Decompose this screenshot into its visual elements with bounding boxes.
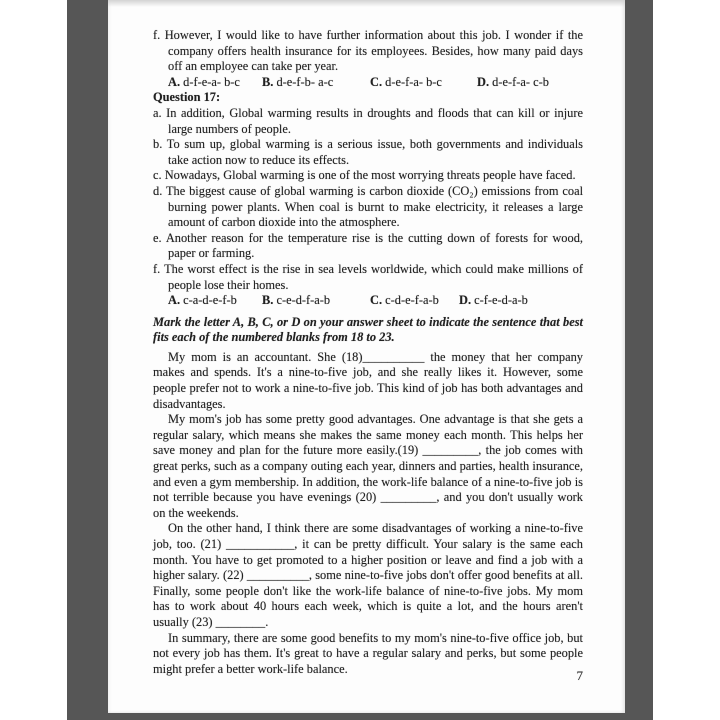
item-label: d. bbox=[153, 183, 163, 198]
item-text: In addition, Global warming results in droughts and floods that can kill or injure large numbers of people. bbox=[166, 105, 583, 136]
option-a bbox=[168, 293, 262, 309]
item-label: a. bbox=[153, 105, 162, 120]
question17-item-e bbox=[153, 231, 583, 262]
option-c-value: c-d-e-f-a-b bbox=[385, 293, 439, 308]
option-b-label: B. bbox=[262, 293, 274, 308]
question16-item-f bbox=[153, 28, 583, 75]
option-c-value: d-e-f-a- b-c bbox=[385, 74, 442, 89]
item-text: The biggest cause of global warming is carbon dioxide (CO₂) emissions from coal burning power plants. When coal is burnt to make electricity, it releases a large amount of carbon dioxide into the atmosphere. bbox=[165, 183, 584, 230]
option-c bbox=[370, 75, 477, 91]
question17-item-b bbox=[153, 137, 583, 168]
option-b-label: B. bbox=[262, 74, 274, 89]
page-number: 7 bbox=[576, 668, 583, 683]
option-d-label: D. bbox=[477, 74, 490, 89]
page-content bbox=[153, 28, 583, 677]
item-text: Another reason for the temperature rise is the cutting down of forests for wood, paper or farming. bbox=[165, 230, 583, 261]
option-a-label: A. bbox=[168, 293, 181, 308]
option-a-value: d-f-e-a- b-c bbox=[183, 74, 240, 89]
option-d bbox=[459, 293, 583, 309]
item-label: e. bbox=[153, 230, 162, 245]
option-b bbox=[262, 75, 370, 91]
background-left-bar bbox=[67, 0, 108, 720]
item-text: Nowadays, Global warming is one of the most worrying threats people have faced. bbox=[164, 168, 576, 183]
page-top-shadow bbox=[108, 0, 625, 7]
passage-paragraph-2: My mom's job has some pretty good advantages. One advantage is that she gets a regular salary, which means she makes the same money each month. This helps her save money and plan for the future more easily.(19) _________, the job comes with great perks, such as a company outing each year, dinners and parties, health insurance, and even a gym membership. In addition, the work-life balance of a nine-to-five job is not terrible because you have evenings (20) _________, and you don't usually work on the weekends. bbox=[153, 412, 583, 520]
background-right-bar bbox=[625, 0, 653, 720]
option-b-value: c-e-d-f-a-b bbox=[276, 293, 331, 308]
option-b-value: d-e-f-b- a-c bbox=[276, 74, 334, 89]
option-a-value: c-a-d-e-f-b bbox=[183, 293, 237, 308]
question17-item-c bbox=[153, 168, 583, 184]
item-text: The worst effect is the rise in sea levels worldwide, which could make millions of people lose their homes. bbox=[164, 261, 583, 292]
question17-item-f bbox=[153, 262, 583, 293]
item-text: However, I would like to have further information about this job. I wonder if the company offers health insurance for its employees. Besides, how many paid days off an employee can take per year. bbox=[164, 28, 583, 74]
option-c bbox=[370, 293, 459, 309]
option-b bbox=[262, 293, 370, 309]
question17-item-d bbox=[153, 184, 583, 231]
section-instruction: Mark the letter A, B, C, or D on your answer sheet to indicate the sentence that best fits each of the numbered blanks from 18 to 23. bbox=[153, 314, 583, 345]
question16-options-row bbox=[153, 75, 583, 91]
item-label: b. bbox=[153, 137, 163, 152]
option-c-label: C. bbox=[370, 74, 383, 89]
background-bottom-bar bbox=[67, 713, 653, 720]
item-label: c. bbox=[153, 168, 162, 183]
passage-paragraph-3: On the other hand, I think there are some disadvantages of working a nine-to-five job, too. (21) ___________, it can be pretty difficult. Your salary is the same each month. You have to get promoted to a higher position or leave and find a job with a higher salary. (22) __________, some nine-to-five jobs don't offer good benefits at all. Finally, some people don't like the work-life balance of nine-to-five jobs. My mom has to work about 40 hours each week, which is quite a lot, and the hours aren't usually (23) ________. bbox=[153, 521, 583, 629]
question17-heading: Question 17: bbox=[153, 90, 221, 105]
option-d bbox=[477, 75, 583, 91]
item-label: f. bbox=[153, 261, 161, 276]
item-label: f. bbox=[153, 28, 161, 42]
option-d-value: c-f-e-d-a-b bbox=[474, 293, 528, 308]
item-text: To sum up, global warming is a serious issue, both governments and individuals take action now to reduce its effects. bbox=[166, 137, 584, 167]
question17-item-a bbox=[153, 106, 583, 137]
document-page bbox=[108, 0, 625, 713]
option-c-label: C. bbox=[370, 293, 383, 308]
option-d-value: d-e-f-a- c-b bbox=[492, 74, 549, 89]
passage-paragraph-1: My mom is an accountant. She (18)__________ the money that her company makes and spends. It's a nine-to-five job, and she really likes it. However, some people prefer not to work a nine-to-five job. This kind of job has both advantages and disadvantages. bbox=[153, 349, 583, 411]
question17-options-row bbox=[153, 293, 583, 309]
option-a-label: A. bbox=[168, 74, 181, 89]
option-d-label: D. bbox=[459, 293, 472, 308]
passage-paragraph-4: In summary, there are some good benefits to my mom's nine-to-five office job, but not every job has them. It's great to have a regular salary and perks, but some people might prefer a better work-life balance. bbox=[153, 630, 583, 676]
option-a bbox=[168, 75, 262, 91]
